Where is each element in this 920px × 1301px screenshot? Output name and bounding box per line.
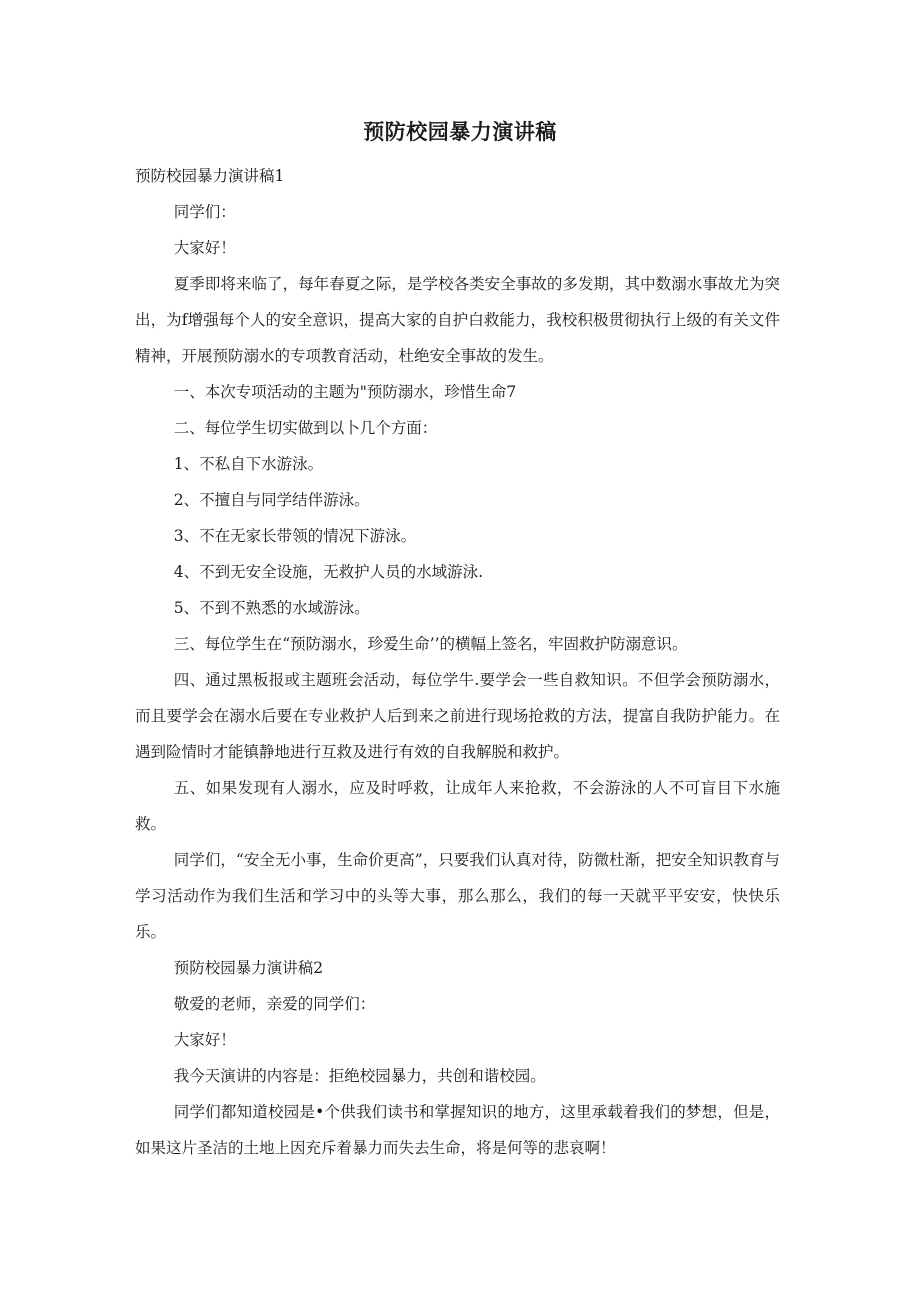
document-body <box>135 158 780 1166</box>
paragraph: 4、不到无安全设施，无救护人员的水域游泳. <box>173 563 484 581</box>
paragraph: 一、本次专项活动的主题为"预防溺水，珍惜生命7 <box>173 383 517 401</box>
paragraph: 1、不私自下水游泳。 <box>173 455 324 473</box>
paragraph: 大家好！ <box>173 239 236 257</box>
paragraph: 我今天演讲的内容是：拒绝校园暴力，共创和谐校园。 <box>173 1067 546 1085</box>
paragraph: 预防校园暴力演讲稿2 <box>173 959 324 977</box>
paragraph: 夏季即将来临了，每年春夏之际，是学校各类安全事故的多发期，其中数溺水事故尤为突出，为f增强每个人的安全意识，提高大家的自护白救能力，我校积极贯彻执行上级的有关文件精神，开展预防溺水的专项教育活动，杜绝安全事故的发生。 <box>135 275 780 365</box>
paragraph: 大家好！ <box>173 1031 236 1049</box>
paragraph: 3、不在无家长带领的情况下游泳。 <box>173 527 417 545</box>
paragraph: 二、每位学生切实做到以卜几个方面： <box>173 419 438 437</box>
paragraph: 同学们： <box>173 203 236 221</box>
paragraph: 五、如果发现有人溺水，应及时呼救，让成年人来抢救，不会游泳的人不可盲目下水施救。 <box>135 779 780 833</box>
paragraph: 预防校园暴力演讲稿1 <box>135 167 285 185</box>
paragraph: 2、不擅自与同学结伴游泳。 <box>173 491 370 509</box>
paragraph: 三、每位学生在“预防溺水，珍爱生命’’的横幅上签名，牢固救护防溺意识。 <box>173 635 688 653</box>
paragraph: 5、不到不熟悉的水域游泳。 <box>173 599 370 617</box>
paragraph: 同学们，“安全无小事，生命价更高”，只要我们认真对待，防微杜渐，把安全知识教育与学习活动作为我们生活和学习中的头等大事，那么那么，我们的每一天就平平安安，快快乐乐。 <box>135 851 780 941</box>
paragraph: 同学们都知道校园是•个供我们读书和掌握知识的地方，这里承载着我们的梦想，但是，如果这片圣洁的土地上因充斥着暴力而失去生命，将是何等的悲哀啊！ <box>135 1103 780 1157</box>
paragraph: 四、通过黑板报或主题班会活动，每位学牛.要学会一些自救知识。不但学会预防溺水，而且要学会在溺水后要在专业救护人后到来之前进行现场抢救的方法，提富自我防护能力。在遇到险情时才能镇静地进行互救及进行有效的自我解脱和救护。 <box>135 671 780 761</box>
document-title: 预防校园暴力演讲稿 <box>363 120 557 144</box>
paragraph: 敬爱的老师，亲爱的同学们： <box>173 995 376 1013</box>
